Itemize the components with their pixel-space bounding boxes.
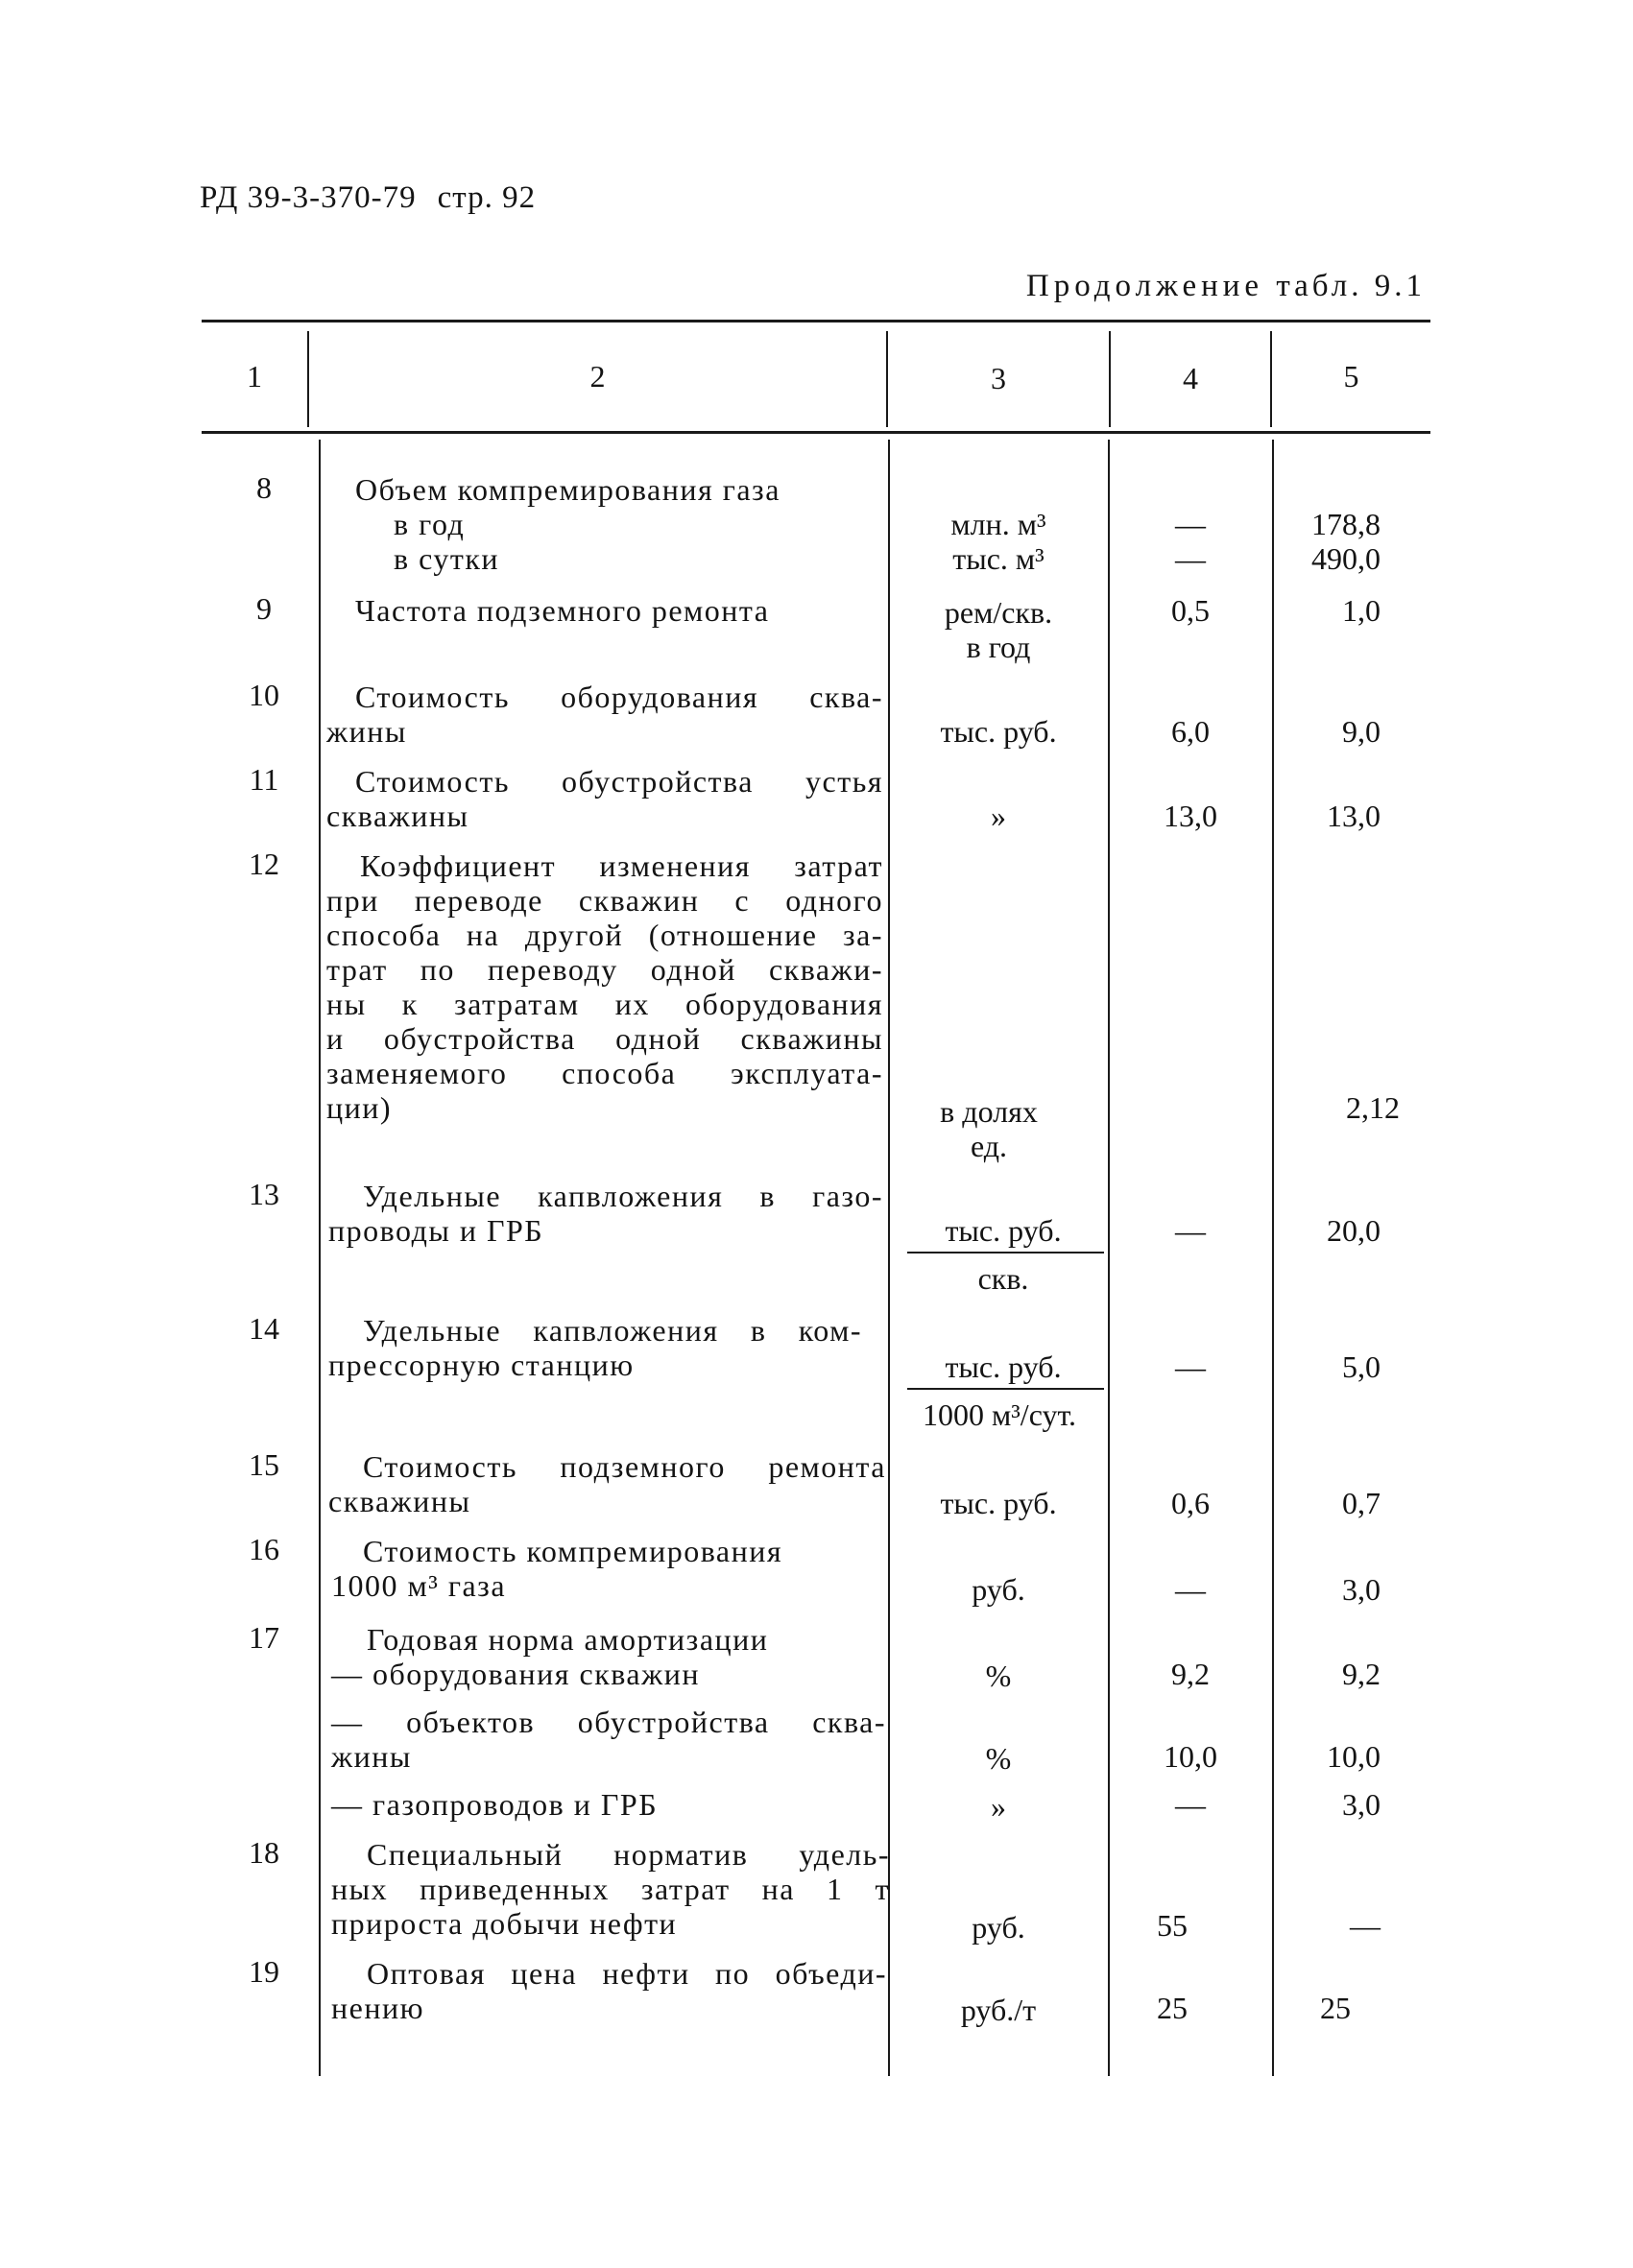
caption-table-ref: табл. 9.1 bbox=[1276, 269, 1426, 303]
value-col5: 2,12 bbox=[1346, 1090, 1400, 1125]
column-header: 1 bbox=[247, 359, 262, 394]
column-header: 3 bbox=[991, 361, 1006, 395]
parameter-name: Удельные капвложения в ком- bbox=[363, 1313, 862, 1348]
value-col4: 10,0 bbox=[1164, 1739, 1217, 1774]
parameter-name: ных приведенных затрат на 1 т bbox=[331, 1872, 890, 1906]
value-col4: 0,5 bbox=[1171, 593, 1210, 628]
value-col5: 25 bbox=[1320, 1991, 1351, 2025]
unit-cell: в год bbox=[966, 630, 1031, 664]
row-number: 13 bbox=[249, 1177, 279, 1211]
unit-denominator: скв. bbox=[977, 1261, 1029, 1296]
unit-cell: » bbox=[991, 799, 1006, 833]
header-bottom-rule bbox=[202, 431, 1430, 434]
parameter-name: Коэффициент изменения затрат bbox=[360, 848, 883, 883]
body-col-divider bbox=[1272, 440, 1274, 2076]
value-col4: 6,0 bbox=[1171, 714, 1210, 749]
unit-numerator: тыс. руб. bbox=[945, 1349, 1062, 1384]
value-col5: 20,0 bbox=[1327, 1213, 1381, 1248]
parameter-name: прессорную станцию bbox=[328, 1348, 635, 1382]
row-number: 15 bbox=[249, 1447, 279, 1482]
value-col4: 55 bbox=[1157, 1908, 1188, 1943]
parameter-name: прироста добычи нефти bbox=[331, 1906, 678, 1941]
body-col-divider bbox=[888, 440, 890, 2076]
parameter-name: трат по переводу одной скважи- bbox=[326, 952, 883, 987]
body-col-divider bbox=[1108, 440, 1110, 2076]
value-col5: 3,0 bbox=[1342, 1787, 1381, 1822]
parameter-name: и обустройства одной скважины bbox=[326, 1021, 883, 1056]
value-col5: 9,2 bbox=[1342, 1657, 1381, 1691]
parameter-name: Стоимость подземного ремонта bbox=[363, 1449, 886, 1484]
parameter-name: Удельные капвложения в газо- bbox=[363, 1179, 883, 1213]
value-col4: — bbox=[1175, 1213, 1206, 1248]
unit-cell: тыс. м³ bbox=[952, 541, 1045, 576]
column-header: 5 bbox=[1343, 359, 1359, 394]
value-col5: 10,0 bbox=[1327, 1739, 1381, 1774]
parameter-name: Оптовая цена нефти по объеди- bbox=[367, 1956, 887, 1991]
unit-cell: руб./т bbox=[960, 1993, 1037, 2027]
parameter-name: — газопроводов и ГРБ bbox=[331, 1787, 659, 1822]
unit-cell: рем/скв. bbox=[944, 595, 1053, 630]
row-number: 11 bbox=[249, 762, 279, 797]
row-number: 17 bbox=[249, 1620, 279, 1655]
fraction-bar bbox=[907, 1388, 1104, 1390]
parameter-name: при переводе скважин с одного bbox=[326, 883, 883, 918]
value-col4: 25 bbox=[1157, 1991, 1188, 2025]
page-number: стр. 92 bbox=[437, 180, 537, 215]
body-col-divider bbox=[319, 440, 321, 2076]
unit-cell: тыс. руб. bbox=[940, 1486, 1057, 1520]
page-header bbox=[200, 180, 536, 216]
value-col4: — bbox=[1175, 1572, 1206, 1607]
parameter-name: скважины bbox=[328, 1484, 471, 1518]
column-header: 2 bbox=[589, 359, 606, 394]
value-col4: — bbox=[1175, 507, 1206, 541]
parameter-name: ции) bbox=[326, 1090, 393, 1125]
parameter-name: Стоимость оборудования сква- bbox=[355, 680, 883, 714]
value-col5: 5,0 bbox=[1342, 1349, 1381, 1384]
parameter-name: ны к затратам их оборудования bbox=[326, 987, 883, 1021]
parameter-name: Частота подземного ремонта bbox=[355, 593, 770, 628]
value-col5: 490,0 bbox=[1311, 541, 1381, 576]
value-col5: 1,0 bbox=[1342, 593, 1381, 628]
row-number: 12 bbox=[249, 847, 279, 881]
caption-word: Продолжение bbox=[1025, 269, 1264, 303]
value-col4: 13,0 bbox=[1164, 799, 1217, 833]
value-col5: 13,0 bbox=[1327, 799, 1381, 833]
row-number: 19 bbox=[249, 1954, 279, 1989]
parameter-name: жины bbox=[326, 714, 407, 749]
unit-cell: ед. bbox=[970, 1129, 1008, 1163]
parameter-name: 1000 м³ газа bbox=[331, 1568, 507, 1603]
row-number: 16 bbox=[249, 1532, 279, 1566]
parameter-name: нению bbox=[331, 1991, 424, 2025]
row-number: 14 bbox=[249, 1311, 279, 1346]
value-col5: 0,7 bbox=[1342, 1486, 1381, 1520]
unit-cell: руб. bbox=[972, 1910, 1025, 1945]
unit-denominator: 1000 м³/сут. bbox=[922, 1397, 1077, 1432]
parameter-name: способа на другой (отношение за- bbox=[326, 918, 883, 952]
unit-numerator: тыс. руб. bbox=[945, 1213, 1062, 1248]
parameter-name: в год bbox=[394, 507, 466, 541]
parameter-name: жины bbox=[331, 1739, 412, 1774]
unit-cell: руб. bbox=[972, 1572, 1025, 1607]
value-col5: 9,0 bbox=[1342, 714, 1381, 749]
parameter-name: Стоимость обустройства устья bbox=[355, 764, 883, 799]
parameter-name: — оборудования скважин bbox=[331, 1657, 700, 1691]
row-number: 8 bbox=[256, 470, 272, 505]
parameter-name: Стоимость компремирования bbox=[363, 1534, 783, 1568]
document-code: РД 39-3-370-79 bbox=[200, 180, 417, 215]
value-col4: — bbox=[1175, 541, 1206, 576]
unit-cell: млн. м³ bbox=[950, 507, 1046, 541]
fraction-bar bbox=[907, 1252, 1104, 1253]
row-number: 9 bbox=[256, 591, 272, 626]
table-caption bbox=[1026, 269, 1426, 304]
value-col5: 178,8 bbox=[1311, 507, 1381, 541]
parameter-name: — объектов обустройства сква- bbox=[331, 1705, 886, 1739]
value-col5: 3,0 bbox=[1342, 1572, 1381, 1607]
unit-cell: тыс. руб. bbox=[940, 714, 1057, 749]
value-col4: 9,2 bbox=[1171, 1657, 1210, 1691]
table-top-rule bbox=[202, 320, 1430, 322]
parameter-name: Годовая норма амортизации bbox=[367, 1622, 769, 1657]
row-number: 10 bbox=[249, 678, 279, 712]
parameter-name: Объем компремирования газа bbox=[355, 472, 780, 507]
parameter-name: скважины bbox=[326, 799, 469, 833]
parameter-name: проводы и ГРБ bbox=[328, 1213, 544, 1248]
unit-cell: в долях bbox=[940, 1094, 1038, 1129]
column-header: 4 bbox=[1183, 361, 1198, 395]
value-col4: — bbox=[1175, 1787, 1206, 1822]
parameter-name: Специальный норматив удель- bbox=[367, 1837, 890, 1872]
unit-cell: % bbox=[985, 1741, 1012, 1776]
value-col4: 0,6 bbox=[1171, 1486, 1210, 1520]
row-number: 18 bbox=[249, 1835, 279, 1870]
unit-cell: » bbox=[991, 1789, 1006, 1824]
unit-cell: % bbox=[985, 1659, 1012, 1693]
value-col5: — bbox=[1350, 1908, 1381, 1943]
parameter-name: в сутки bbox=[394, 541, 500, 576]
value-col4: — bbox=[1175, 1349, 1206, 1384]
parameter-name: заменяемого способа эксплуата- bbox=[326, 1056, 883, 1090]
